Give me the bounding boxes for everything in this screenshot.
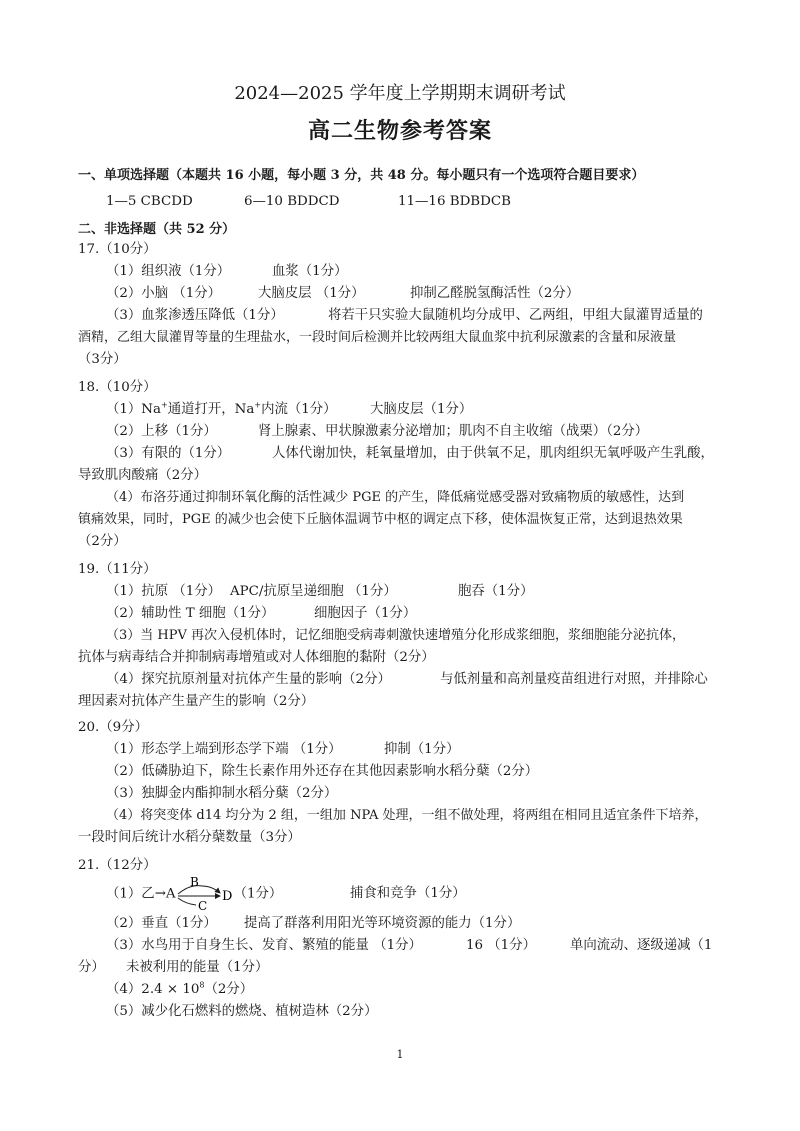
q19-line1-b: APC/抗原呈递细胞 （1分） [230,584,397,599]
q17-line1-a: （1）组织液（1分） [106,264,231,279]
food-web-node-c: C [197,899,207,913]
q20-line3: （3）独脚金内酯抑制水稻分蘖（2分） [106,786,338,801]
q19-line2-a: （2）辅助性 T 细胞（1分） [106,606,275,621]
q18-line2-a: （2）上移（1分） [106,424,217,439]
q18-line7: （2分） [78,534,127,549]
q21-line2-a: （2）垂直（1分） [106,916,217,931]
q18-line6: 镇痛效果，同时，PGE 的减少也会使下丘脑体温调节中枢的调定点下移，使体温恢复正常，达到退热效果 [78,512,683,527]
q19-line6: 理因素对抗体产生量产生的影响（2分） [78,694,315,709]
q18-title: 18.（10分） [78,380,157,395]
food-web-arrow-a-c [178,898,196,905]
q19-line1-c: 胞吞（1分） [458,584,534,599]
q21-line3-c: 单向流动、逐级递减（1 [570,938,713,953]
q19-line1-a: （1）抗原 （1分） [106,584,222,599]
q18-line3-a: （3）有限的（1分） [106,446,231,461]
q17-line2-b: 大脑皮层 （1分） [258,286,365,301]
q17-title: 17.（10分） [78,242,157,257]
q18-line2-b: 肾上腺素、甲状腺激素分泌增加；肌肉不自主收缩（战栗）（2分） [258,424,649,439]
section1-heading: 一、单项选择题（本题共 16 小题，每小题 3 分，共 48 分。每小题只有一个选项符合题目要求） [78,168,645,183]
q19-line2-b: 细胞因子（1分） [314,606,417,621]
q17-line1-b: 血浆（1分） [272,264,348,279]
food-web-diagram [176,875,234,913]
food-web-arrow-b-d [202,886,220,893]
q17-line2-c: 抑制乙醛脱氢酶活性（2分） [410,286,580,301]
q21-line4-b: 未被利用的能量（1分） [126,960,269,975]
q18-line4: 导致肌肉酸痛（2分） [78,468,208,483]
food-web-node-d: D [221,889,233,904]
q18-line1-b: 大脑皮层（1分） [370,402,473,417]
q20-title: 20.（9分） [78,720,148,735]
q21-line3-a: （3）水鸟用于自身生长、发育、繁殖的能量 （1分） [106,938,422,953]
q17-line2-a: （2）小脑 （1分） [106,286,222,301]
q17-line5: （3分） [78,352,127,367]
q19-line5-b: 与低剂量和高剂量疫苗组进行对照，并排除心 [440,672,708,687]
q20-line1-a: （1）形态学上端到形态学下端 （1分） [106,742,342,757]
q21-line5: $(4)2.4 \times 10^8(2$分） [106,980,254,997]
q19-line4: 抗体与病毒结合并抑制病毒增殖或对人体细胞的黏附（2分） [78,650,435,665]
q20-line4: （4）将突变体 d14 均分为 2 组，一组加 NPA 处理，一组不做处理，将两组在相同且适宜条件下培养， [106,808,708,823]
q17-line4: 酒精，乙组大鼠灌胃等量的生理盐水，一段时间后检测并比较两组大鼠血浆中抗利尿激素的含量和尿液量 [78,330,677,345]
q20-line5: 一段时间后统计水稻分蘖数量（3分） [78,830,301,845]
q20-line2: （2）低磷胁迫下，除生长素作用外还存在其他因素影响水稻分蘖（2分） [106,764,539,779]
answer-title: 高二生物参考答案 [307,118,492,144]
q17-line3-b: 将若干只实验大鼠随机均分成甲、乙两组，甲组大鼠灌胃适量的 [328,308,703,323]
q21-line2-b: 提高了群落利用阳光等环境资源的能力（1分） [244,916,521,931]
q21-line1-a: （1）乙→A B C D （1分） [106,875,283,913]
q17-line3-a: （3）血浆渗透压降低（1分） [106,308,284,323]
q21-line3-b: 16 （1分） [466,938,536,953]
q19-line3: （3）当 HPV 再次入侵机体时，记忆细胞受病毒刺激快速增殖分化形成浆细胞，浆细胞能分泌抗体， [106,628,686,643]
section2-heading: 二、非选择题（共 52 分） [78,222,236,237]
page-number: 1 [396,1048,404,1061]
q20-line1-b: 抑制（1分） [384,742,460,757]
q19-title: 19.（11分） [78,562,157,577]
q18-line3-b: 人体代谢加快，耗氧量增加，由于供氧不足，肌肉组织无氧呼吸产生乳酸， [272,446,714,461]
q18-line1-a: （1）Na+通道打开，Na+内流（1分） [106,400,337,417]
q18-line5: （4）布洛芬通过抑制环氧化酶的活性减少 PGE 的产生，降低痛觉感受器对致痛物质的敏感性，达到 [106,490,685,505]
q19-line5-a: （4）探究抗原剂量对抗体产生量的影响（2分） [106,672,391,687]
mc-answers-6-10: 6—10 BDDCD [244,194,340,209]
q21-line6: （5）减少化石燃料的燃烧、植树造林（2分） [106,1004,378,1019]
q21-line4-a: 分） [78,960,105,975]
q21-title: 21.（12分） [78,858,157,873]
food-web-node-b: B [189,875,199,889]
q21-line1-b: 捕食和竞争（1分） [350,886,466,901]
exam-title: 2024—2025 学年度上学期期末调研考试 [234,83,566,104]
mc-answers-11-16: 11—16 BDBDCB [398,194,511,209]
mc-answers-1-5: 1—5 CBCDD [106,194,193,209]
